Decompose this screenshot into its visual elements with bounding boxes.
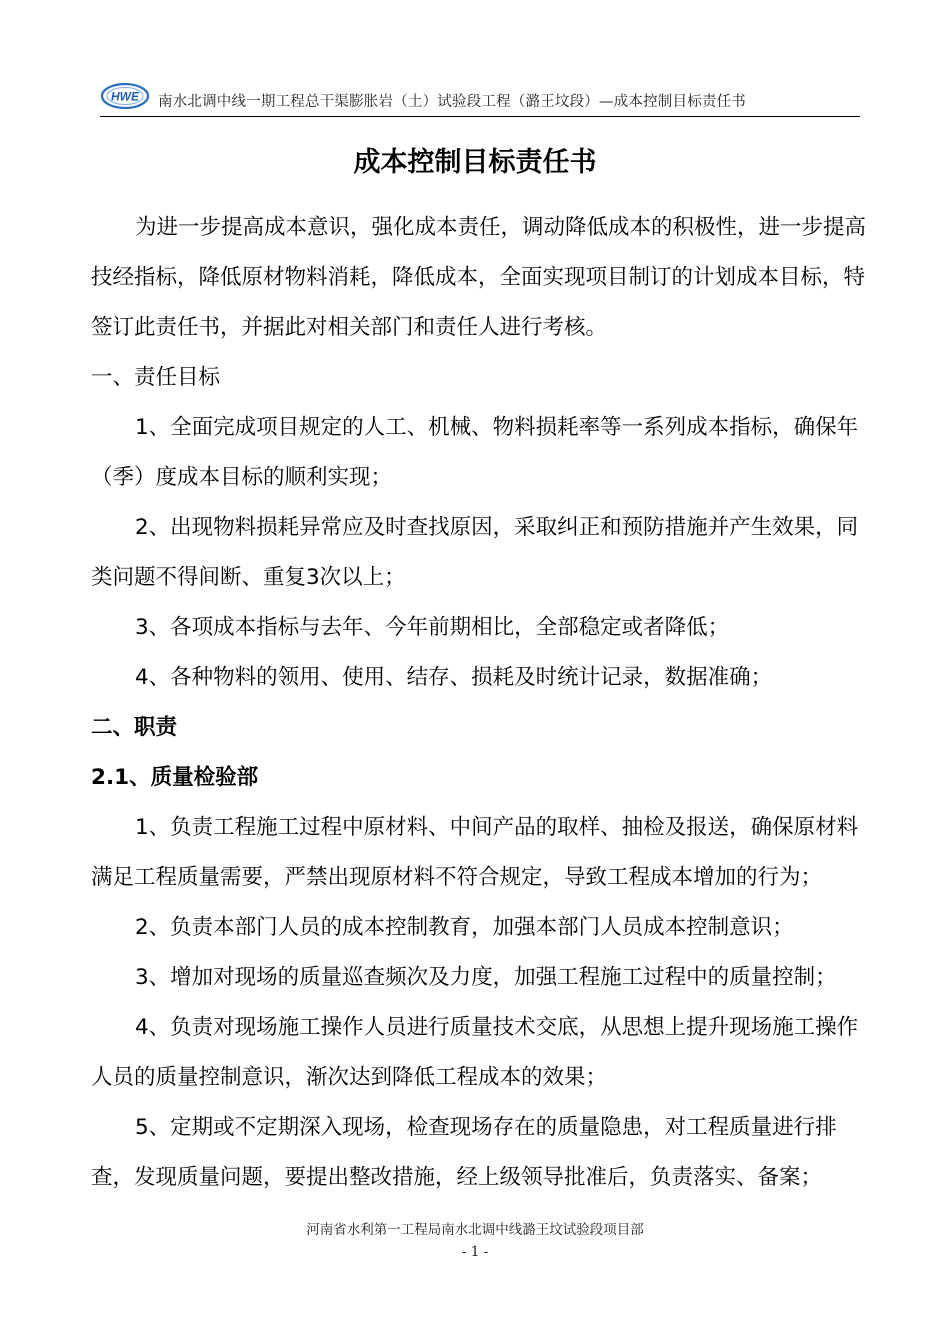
duty-item-5: 5、定期或不定期深入现场，检查现场存在的质量隐患，对工程质量进行排查，发现质量问题，要提出整改措施，经上级领导批准后，负责落实、备案； bbox=[91, 1115, 837, 1190]
document-title: 成本控制目标责任书 bbox=[353, 147, 597, 178]
page-number: - 1 - bbox=[461, 1244, 489, 1260]
section-2-heading: 二、职责 bbox=[91, 715, 178, 740]
intro-paragraph: 为进一步提高成本意识，强化成本责任，调动降低成本的积极性，进一步提高技经指标，降低原材物料消耗，降低成本，全面实现项目制订的计划成本目标，特签订此责任书，并据此对相关部门和责任人进行考核。 bbox=[91, 215, 867, 340]
header-title: 南水北调中线一期工程总干渠膨胀岩（土）试验段工程（潞王坟段）—成本控制目标责任书 bbox=[158, 94, 746, 110]
duty-item-2: 2、负责本部门人员的成本控制教育，加强本部门人员成本控制意识； bbox=[135, 915, 794, 940]
company-logo-icon bbox=[100, 82, 150, 110]
duty-item-3: 3、增加对现场的质量巡查频次及力度，加强工程施工过程中的质量控制； bbox=[135, 965, 837, 990]
goal-item-1: 1、全面完成项目规定的人工、机械、物料损耗率等一系列成本指标，确保年（季）度成本目标的顺利实现； bbox=[91, 415, 859, 490]
section-1-heading: 一、责任目标 bbox=[91, 365, 221, 390]
subsection-2-1-heading: 2.1、质量检验部 bbox=[91, 765, 259, 790]
goal-item-4: 4、各种物料的领用、使用、结存、损耗及时统计记录，数据准确； bbox=[135, 665, 773, 690]
page-footer bbox=[0, 1218, 950, 1260]
footer-organization: 河南省水利第一工程局南水北调中线潞王坟试验段项目部 bbox=[306, 1222, 644, 1238]
goal-item-2: 2、出现物料损耗异常应及时查找原因，采取纠正和预防措施并产生效果，同类问题不得间断、重复3次以上； bbox=[91, 515, 859, 590]
page-header bbox=[100, 82, 860, 117]
document-body bbox=[91, 203, 873, 1203]
duty-item-1: 1、负责工程施工过程中原材料、中间产品的取样、抽检及报送，确保原材料满足工程质量需要，严禁出现原材料不符合规定，导致工程成本增加的行为； bbox=[91, 815, 859, 890]
goal-item-3: 3、各项成本指标与去年、今年前期相比，全部稳定或者降低； bbox=[135, 615, 730, 640]
duty-item-4: 4、负责对现场施工操作人员进行质量技术交底，从思想上提升现场施工操作人员的质量控制意识，渐次达到降低工程成本的效果； bbox=[91, 1015, 859, 1090]
svg-text:HWE: HWE bbox=[111, 89, 139, 104]
